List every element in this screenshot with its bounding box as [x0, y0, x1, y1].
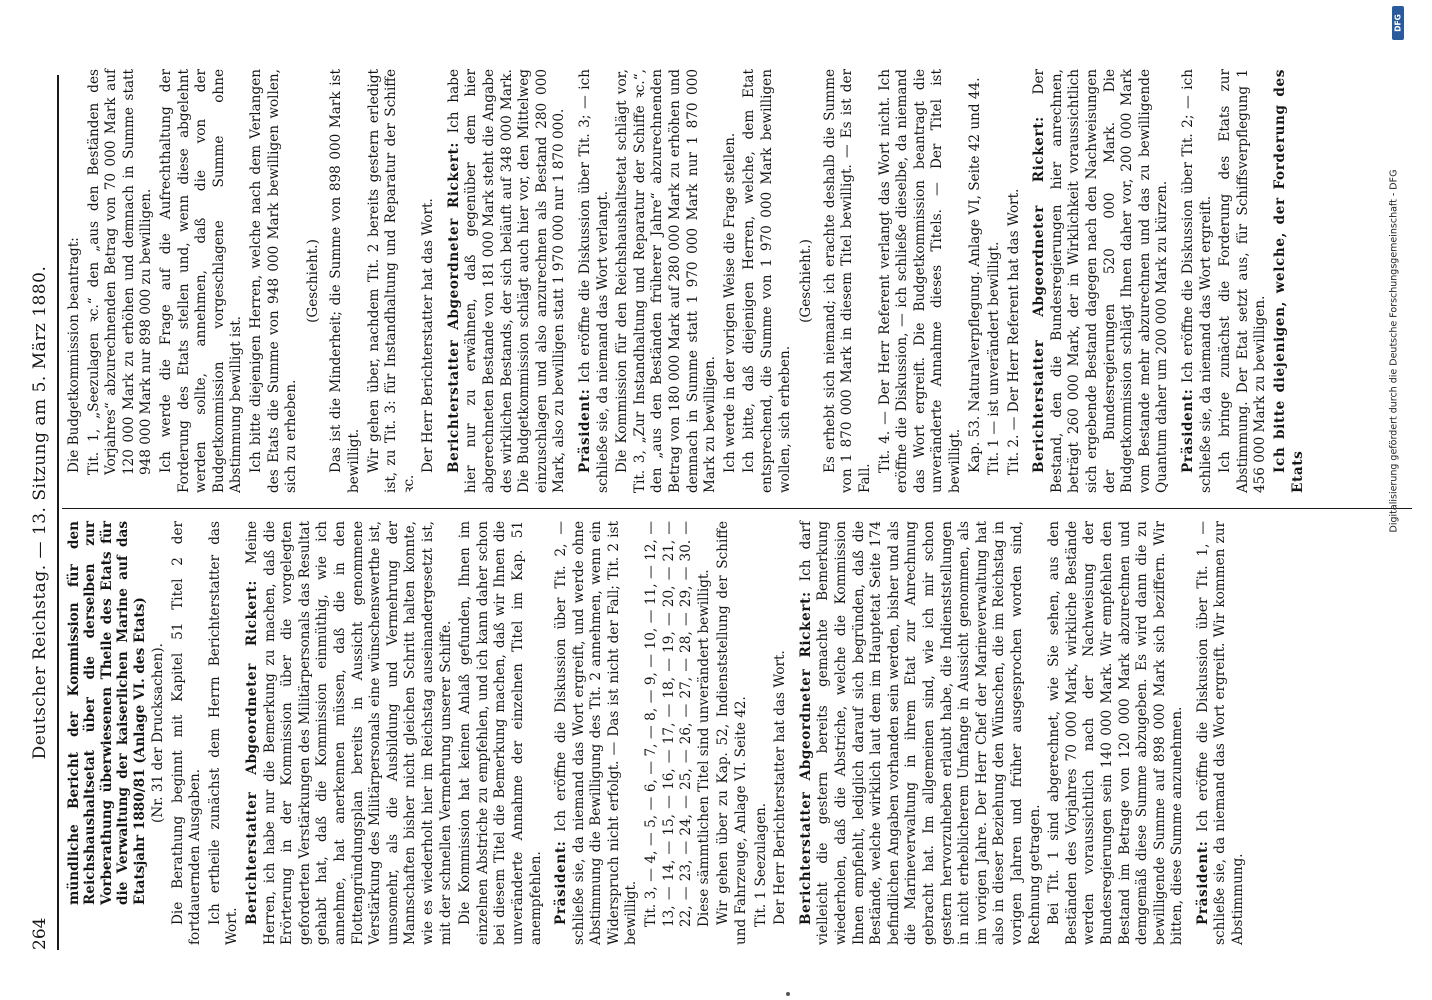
- text-paragraph: Wir gehen über zu Kap. 52, Indienststellung der Schiffe und Fahrzeuge, Anlage VI. Seite 42.: [715, 521, 750, 945]
- speech-paragraph: [244, 521, 455, 945]
- speaker-label: Ich bitte diejenigen, welche, der Forderung des Etats: [1272, 69, 1306, 493]
- text-paragraph: Kap. 53. Naturalverpflegung. Anlage VI, Seite 42 und 44.: [966, 77, 983, 473]
- speech-paragraph: [1031, 69, 1172, 493]
- document-reference: (Nr. 31 der Drucksachen).: [150, 643, 167, 823]
- speech-text: Ich darf vielleicht die gestern bereits gemachte Bemerkung wiederholen, daß die Abstriche, welche die Kommission Ihnen empfiehlt, lediglich darauf sich begründen, daß die Bestände, welche wirklich laut dem im Hauptetat Seite 174 befindlichen Angaben vorhanden sein werden, bisher und als die Marineverwaltung in ihrem Etat zur Anrechnung gebracht hat. Im allgemeinen sind, wie ich mir schon gestern hervorzuheben erlaubt habe, die Indienststellungen in nicht erheblicherem Umfange in Aussicht genommen, als im vorigen Jahre. Der Herr Chef der Marineverwaltung hat also in dieser Beziehung den Wünschen, die im Reichstag in vorigen Jahren und früher ausgesprochen worden sind, Rechnung getragen.: [797, 521, 1043, 945]
- text-paragraph: Tit. 4. — Der Herr Referent verlangt das Wort nicht. Ich eröffne die Diskussion, — ich schließe dieselbe, da niemand das Wort ergreift. Die Budgetkommission beantragt die unveränderte Annahme dieses Titels. — Der Titel ist bewilligt.: [876, 69, 963, 493]
- digitization-note: [1386, 6, 1402, 696]
- running-head: Deutscher Reichstag. — 13. Sitzung am 5. März 1880.: [30, 265, 50, 760]
- speech-paragraph: [553, 521, 641, 945]
- page-header: [28, 75, 52, 950]
- speaker-label: Berichterstatter Abgeordneter Rickert:: [445, 142, 462, 473]
- text-paragraph: Die Berathung beginnt mit Kapitel 51 Titel 2 der fortdauernden Ausgaben.: [169, 521, 204, 945]
- speech-text: Ich eröffne die Diskussion über Tit. 2; — ich schließe sie, da niemand das Wort ergreift.: [1180, 69, 1214, 493]
- left-text-column: [66, 521, 1250, 945]
- motion-text: Tit. 1, „Seezulagen ꝛc.“ den „aus den Beständen des Vorjahres“ abzurechnenden Betrag von 70 000 Mark auf 120 000 Mark zu erhöhen und demnach in Summe statt 948 000 Mark nur 898 000 zu bewilligen.: [85, 69, 155, 475]
- text-paragraph: Die Kommission für den Reichshaushaltsetat schlägt vor, Tit. 3, „Zur Instandhaltung und Reparatur der Schiffe ꝛc.“, den „aus den Beständen früherer Jahre“ abzurechnenden Betrag von 180 000 Mark auf 280 000 Mark zu erhöhen und demnach in Summe statt 1 970 000 Mark nur 1 870 000 Mark zu bewilligen.: [614, 69, 719, 493]
- text-paragraph: Ich bitte diejenigen Herren, welche nach dem Verlangen des Etats die Summe von 948 000 Mark bewilligen wollen, sich zu erheben.: [247, 69, 300, 493]
- speech-paragraph: [577, 69, 612, 493]
- scan-speck: [786, 992, 790, 996]
- dfg-logo: [1392, 6, 1404, 40]
- speech-text: Ich eröffne die Diskussion über Tit. 3; — ich schließe sie, da niemand das Wort verlangt.: [577, 69, 611, 493]
- text-paragraph: Ich ertheile zunächst dem Herrn Berichterstatter das Wort.: [206, 521, 241, 945]
- speech-paragraph: [446, 69, 569, 493]
- speaker-label: Präsident:: [1194, 840, 1211, 925]
- speech-paragraph: [1195, 521, 1248, 945]
- speaker-label: Präsident:: [577, 388, 594, 473]
- speech-text: Der Bestand, den die Bundesregierungen hier anrechnen, beträgt 260 000 Mark, der in Wirklichkeit voraussichtlich sich ergebende Bestand dagegen nach den Nachweisungen der Bundesregierungen 520 000 Mark. Die Budgetkommission schlägt Ihnen daher vor, 200 000 Mark vom Bestande mehr abzurechnen und das zu bewilligende Quantum daher um 200 000 Mark zu kürzen.: [1031, 69, 1171, 493]
- speech-text: Ich eröffne die Diskussion über Tit. 1, — schließe sie, da niemand das Wort ergreift. Wir kommen zur Abstimmung.: [1194, 521, 1247, 945]
- speaker-label: Präsident:: [553, 840, 570, 925]
- speaker-label: Berichterstatter Abgeordneter Rickert:: [244, 580, 260, 925]
- dfg-logo-text: DFG: [1393, 14, 1403, 32]
- speaker-label: Berichterstatter Abgeordneter Rickert:: [1031, 116, 1048, 473]
- title-item: Tit. 1 Seezulagen.: [752, 802, 769, 927]
- speech-paragraph: [798, 521, 1044, 945]
- text-paragraph: Ich bringe zunächst die Forderung des Etats zur Abstimmung. Der Etat setzt aus, für Schiffsverpflegung 1 456 000 Mark zu bewilligen.: [1217, 69, 1269, 493]
- page-number: 264: [30, 917, 50, 950]
- title-item: Tit. 3, — 4, — 5, — 6, — 7, — 8, — 9, — 10, — 11, — 12, — 13, — 14, — 15, — 16, — 17, — 18, — 19, — 20, — 21, — 22, — 23, — 24, — 25, — 26, — 27, — 28, — 29, — 30. — Diese sämmtlichen Titel sind unverändert bewilligt.: [643, 521, 712, 927]
- text-paragraph: Die Kommission hat keinen Anlaß gefunden, Ihnen im einzelnen Abstriche zu empfehlen, und ich kann daher schon bei diesem Titel die Bemerkung machen, daß wir Ihnen die unveränderte Annahme der einzelnen Titel im Kap. 51 anempfehlen.: [457, 521, 544, 945]
- speech-text: Meine Herren, ich habe nur die Bemerkung zu machen, daß die Erörterung in der Kommission über die vorgelegten geforderten Verstärkungen des Militärpersonals das Resultat gehabt hat, daß die Kommission einmüthig, wie ich annehme, hat anerkennen müssen, daß die in den Flottengründungsplan bereits in Aussicht genommene Verstärkung des Militärpersonals eine wünschenswerthe ist, umsomehr, als die Ausbildung und Vermehrung der Mannschaften bisher nicht gleichen Schritt halten konnte, wie es wiederholt hier im Reichstag auseinandergesetzt ist, mit der schnellen Vermehrung unserer Schiffe.: [244, 521, 454, 945]
- text-paragraph: Es erhebt sich niemand; ich erachte deshalb die Summe von 1 870 000 Mark in diesem Titel bewilligt. — Es ist der Fall.: [821, 69, 873, 493]
- speech-paragraph: [1272, 69, 1307, 493]
- text-paragraph: Ich werde die Frage auf die Aufrechthaltung der Forderung des Etats stellen und, wenn diese abgelehnt werden sollte, annehmen, daß die von der Budgetkommission vorgeschlagene Summe ohne Abstimmung bewilligt ist.: [157, 69, 245, 493]
- stage-direction: (Geschieht.): [798, 239, 815, 323]
- text-paragraph: Die Budgetkommission beantragt:: [66, 237, 82, 473]
- column-divider: [62, 508, 1412, 509]
- text-paragraph: Wir gehen über, nachdem Tit. 2 bereits gestern erledigt ist, zu Tit. 3: für Instandhaltung und Reparatur der Schiffe ꝛc.: [365, 69, 417, 493]
- speech-text: Ich eröffne die Diskussion über Tit. 2, — schließe sie, da niemand das Wort ergreift, und werde ohne Abstimmung die Bewilligung des Tit. 2 annehmen, wenn ein Widerspruch nicht erfolgt. — Das ist nicht der Fall; Tit. 2 ist bewilligt.: [553, 521, 640, 945]
- text-paragraph: Der Herr Berichterstatter hat das Wort.: [772, 650, 789, 925]
- header-rule: [57, 75, 59, 950]
- title-item: Tit. 1 — ist unverändert bewilligt.: [986, 241, 1003, 475]
- digitization-note-text: Digitalisierung gefördert durch die Deutsche Forschungsgemeinschaft - DFG: [1388, 169, 1400, 533]
- text-paragraph: Ich bitte, daß diejenigen Herren, welche, dem Etat entsprechend, die Summe von 1 970 000 Mark bewilligen wollen, sich erheben.: [741, 69, 793, 493]
- text-paragraph: Der Herr Berichterstatter hat das Wort.: [420, 198, 437, 473]
- text-paragraph: Das ist die Minderheit; die Summe von 898 000 Mark ist bewilligt.: [328, 69, 362, 493]
- right-text-column: [66, 69, 1309, 493]
- speaker-label: Berichterstatter Abgeordneter Rickert:: [797, 591, 814, 925]
- speech-paragraph: [1180, 69, 1215, 493]
- text-paragraph: Ich werde in der vorigen Weise die Frage stellen.: [721, 132, 738, 473]
- title-item: Tit. 2. — Der Herr Referent hat das Wort.: [1005, 188, 1022, 475]
- speech-text: Ich habe hier nur zu erwähnen, daß gegenüber dem hier abgerechneten Bestande von 181 000 Mark steht die Angabe des wirklichen Bestands, der sich beläuft auf 348 000 Mark. Die Budgetkommission schlägt auch hier vor, den Mittelweg einzuschlagen und also anzurechnen als Bestand 280 000 Mark, also zu bewilligen statt 1 970 000 nur 1 870 000.: [445, 69, 568, 493]
- speaker-label: Präsident:: [1180, 388, 1197, 473]
- stage-direction: (Geschieht.): [304, 239, 321, 323]
- report-heading: mündliche Bericht der Kommission für den Reichshaushaltsetat über die derselben zur Vorberathung überwiesenen Theile des Etats für die Verwaltung der kaiserlichen Marine auf das Etatsjahr 1880/81 (Anlage VI. des Etats): [66, 521, 148, 905]
- text-paragraph: Bei Tit. 1 sind abgerechnet, wie Sie sehen, aus den Beständen des Vorjahres 70 000 Mark, wirkliche Bestände werden voraussichtlich nach der Nachweisung der Bundesregierungen sein 140 000 Mark. Wir empfehlen den Bestand im Betrage von 120 000 Mark abzurechnen und demgemäß diese Summe abzugeben. Es wird dann die zu bewilligende Summe auf 898 000 Mark sich beziffern. Wir bitten, diese Summe anzunehmen.: [1046, 521, 1186, 945]
